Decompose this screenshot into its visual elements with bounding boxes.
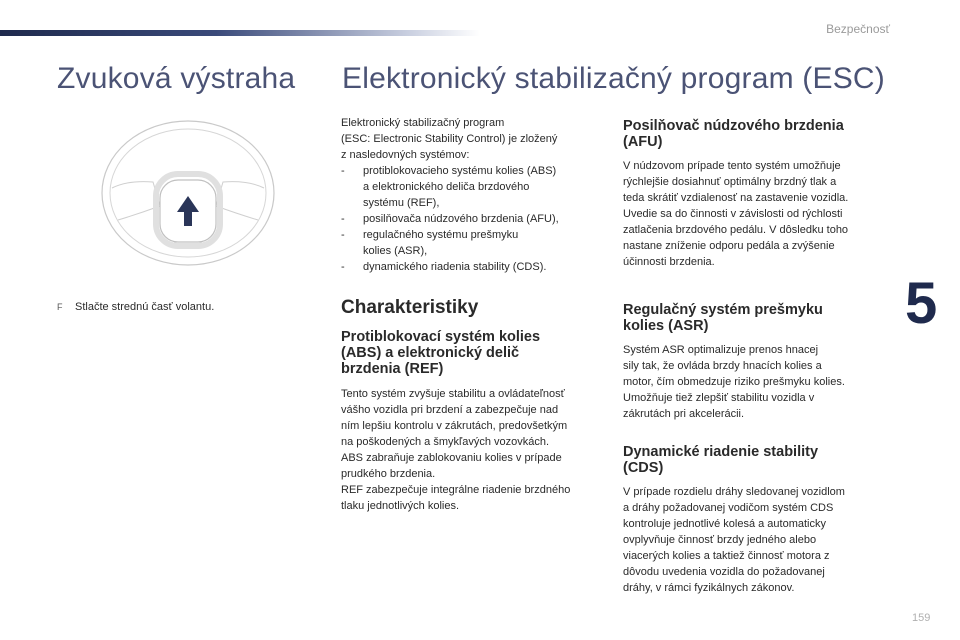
intro-line: z nasledovných systémov: [341,149,470,161]
horn-instruction [57,301,214,313]
abs-text-line: prudkého brzdenia. [341,468,436,480]
afu-text-line: účinnosti brzdenia. [623,256,715,268]
horn-instruction-text: Stlačte strednú časť volantu. [75,301,215,313]
cds-heading-line: Dynamické riadenie stability [623,444,819,460]
cds-text-line: viacerých kolies a taktiež činnosť motora z [623,550,830,562]
afu-text-line: V núdzovom prípade tento systém umožňuje [623,160,841,172]
chapter-number: 5 [905,271,936,336]
afu-text-line: nastane zníženie odporu pedála a zvýšenie [623,240,835,252]
intro-list-item: - regulačného systému prešmyku [341,229,519,241]
horn-title: Zvuková výstraha [57,62,296,95]
abs-heading-line: (ABS) a elektronický delič [341,345,520,361]
cds-text-line: ovplyvňuje činnosť brzdy jedného alebo [623,534,817,546]
middle-column [341,115,603,514]
cds-text-line: a dráhy požadovanej vodičom systém CDS [623,502,834,514]
abs-text-line: vášho vozidla pri brzdení a zabezpečuje nad [341,404,559,416]
bullet-marker: F [57,302,63,312]
abs-text-line: ABS zabraňuje zablokovaniu kolies v prípade [341,452,562,464]
abs-text-line: ním lepšiu kontrolu v zákrutách, predovšetkým [341,420,568,432]
intro-list-item-cont: systému (REF), [363,197,440,209]
afu-text-line: Uvedie sa do činnosti v závislosti od rýchlosti [623,208,843,220]
page-number: 159 [912,612,931,624]
intro-list-item-cont: a elektronického deliča brzdového [363,181,530,193]
afu-text-line: rýchlejšie dosiahnuť optimálny brzdný tlak a [623,176,837,188]
abs-text-line: Tento systém zvyšuje stabilitu a ovládateľnosť [341,388,565,400]
intro-list-item: - dynamického riadenia stability (CDS). [341,261,547,273]
asr-heading-line: Regulačný systém prešmyku [623,302,823,318]
section-label: Bezpečnosť [826,22,890,36]
intro-line: Elektronický stabilizačný program [341,117,505,129]
afu-heading-line: Posilňovač núdzového brzdenia [623,118,844,134]
abs-heading-line: Protiblokovací systém kolies [341,329,541,345]
abs-text-line: REF zabezpečuje integrálne riadenie brzdného [341,484,571,496]
asr-text-line: zákrutách pri akcelerácii. [623,408,745,420]
abs-text-line: na poškodených a šmykľavých vozovkách. [341,436,550,448]
asr-text-line: Umožňuje tiež zlepšiť stabilitu vozidla v [623,392,815,404]
intro-line: (ESC: Electronic Stability Control) je zložený [341,133,558,145]
asr-text-line: motor, čím obmedzuje riziko prešmyku kolies. [623,376,845,388]
asr-text-line: Systém ASR optimalizuje prenos hnacej [623,344,819,356]
intro-list-item-cont: kolies (ASR), [363,245,428,257]
asr-heading-line: kolies (ASR) [623,318,709,334]
characteristics-heading: Charakteristiky [341,297,479,318]
cds-text-line: dráhy, v rámci fyzikálnych zákonov. [623,582,795,594]
asr-text-line: sily tak, že ovláda brzdy hnacích kolies a [623,360,822,372]
steering-wheel-illustration [98,118,278,268]
right-column [623,115,885,596]
cds-text-line: dôvodu uvedenia vozidla do požadovanej [623,566,825,578]
abs-text-line: tlaku jednotlivých kolies. [341,500,460,512]
afu-heading-line: (AFU) [623,134,663,150]
abs-heading-line: brzdenia (REF) [341,361,444,377]
intro-list-item: - protiblokovacieho systému kolies (ABS) [341,165,557,177]
afu-text-line: zatlačenia brzdového pedálu. V dôsledku toho [623,224,849,236]
afu-text-line: teda skrátiť vzdialenosť na zastavenie vozidla. [623,192,849,204]
cds-heading-line: (CDS) [623,460,664,476]
header-gradient-bar [0,30,480,36]
esc-title: Elektronický stabilizačný program (ESC) [342,62,885,95]
intro-list-item: - posilňovača núdzového brzdenia (AFU), [341,213,559,225]
cds-text-line: V prípade rozdielu dráhy sledovanej vozidlom [623,486,845,498]
cds-text-line: kontroluje jednotlivé kolesá a automaticky [623,518,827,530]
